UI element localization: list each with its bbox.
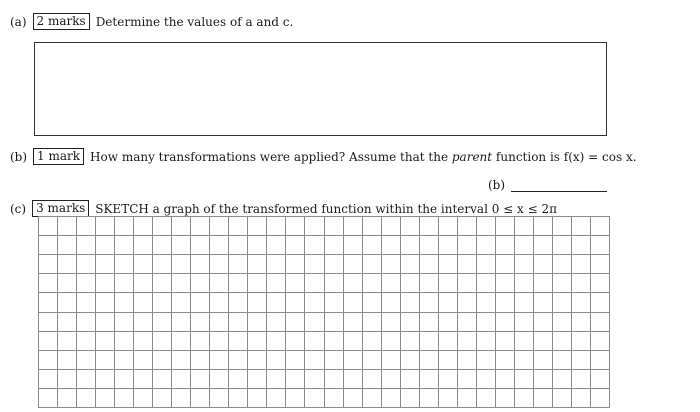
answer-b-line[interactable]: [511, 181, 607, 192]
question-a-marks-badge: 2 marks: [33, 13, 90, 30]
question-a-line: [10, 13, 293, 30]
answer-box-a[interactable]: [34, 42, 607, 136]
question-b-text-end: function is f(x) = cos x.: [492, 149, 637, 164]
answer-b-label: (b): [488, 178, 506, 192]
question-b-marks-badge: 1 mark: [33, 148, 84, 165]
question-c-line: [10, 200, 557, 217]
answer-b-field[interactable]: [488, 178, 607, 192]
question-c-text: SKETCH a graph of the transformed function within the interval 0 ≤ x ≤ 2π: [95, 201, 558, 216]
question-b-text-emphasis: parent: [451, 149, 493, 164]
question-c-marks-badge: 3 marks: [32, 200, 89, 217]
graph-grid-lines: [38, 216, 610, 408]
question-a-text: Determine the values of a and c.: [95, 14, 294, 29]
question-b-label: (b): [10, 149, 28, 164]
question-a-label: (a): [10, 14, 27, 29]
question-b-text-start: How many transformations were applied? Assume that the: [90, 149, 452, 164]
question-c-label: (c): [10, 201, 27, 216]
question-b-text: [90, 149, 637, 165]
graph-grid[interactable]: [38, 216, 610, 412]
question-b-line: [10, 148, 637, 165]
